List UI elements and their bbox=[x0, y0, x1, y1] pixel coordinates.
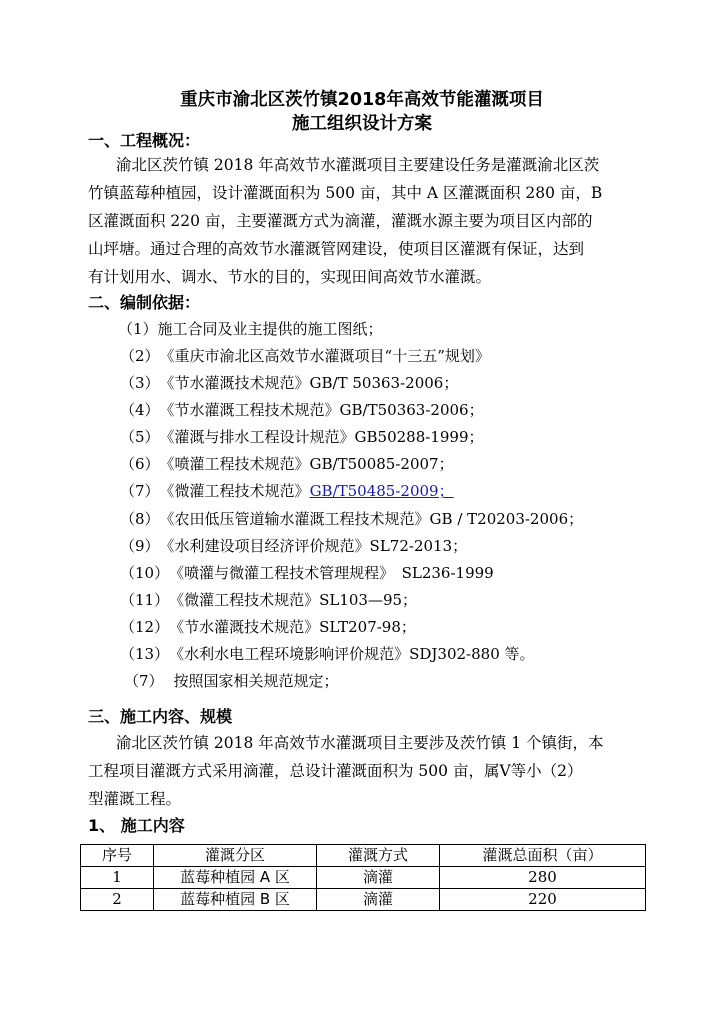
reference-index: （7） bbox=[120, 482, 160, 500]
reference-text: 《灌溉与排水工程设计规范》GB50288-1999； bbox=[159, 428, 484, 446]
column-header-zone: 灌溉分区 bbox=[154, 845, 317, 867]
reference-item bbox=[120, 506, 680, 533]
reference-index: （12） bbox=[120, 618, 170, 636]
table-cell: 2 bbox=[81, 889, 154, 911]
table-cell: 280 bbox=[440, 867, 646, 889]
reference-index: （2） bbox=[120, 347, 160, 365]
reference-index: （7） bbox=[124, 672, 164, 690]
paragraph-line: 渝北区茨竹镇 2018 年高效节水灌溉项目主要建设任务是灌溉渝北区茨 bbox=[116, 156, 600, 174]
column-header-no: 序号 bbox=[81, 845, 154, 867]
reference-link[interactable]: GB/T50485-2009； bbox=[309, 482, 454, 500]
subsection-heading-content: 1、 施工内容 bbox=[88, 816, 185, 835]
reference-index: （6） bbox=[120, 455, 160, 473]
reference-item bbox=[120, 560, 680, 587]
paragraph-line: 竹镇蓝莓种植园，设计灌溉面积为 500 亩，其中 A 区灌溉面积 280 亩，B bbox=[88, 184, 603, 202]
reference-item bbox=[120, 614, 680, 641]
reference-text: 《节水灌溉技术规范》SLT207-98； bbox=[169, 618, 416, 636]
reference-item bbox=[120, 343, 680, 370]
reference-item bbox=[120, 370, 680, 397]
scope-paragraph bbox=[88, 729, 638, 813]
paragraph-line: 有计划用水、调水、节水的目的，实现田间高效节水灌溉。 bbox=[88, 268, 492, 286]
section-heading-scope: 三、施工内容、规模 bbox=[88, 707, 233, 726]
reference-text: 《喷灌与微灌工程技术管理规程》 SL236-1999 bbox=[169, 564, 494, 582]
table-row bbox=[81, 889, 646, 911]
reference-item bbox=[120, 424, 680, 451]
reference-text: 《微灌工程技术规范》SL103—95； bbox=[169, 591, 418, 609]
paragraph-line: 渝北区茨竹镇 2018 年高效节水灌溉项目主要涉及茨竹镇 1 个镇街，本 bbox=[116, 734, 604, 752]
table-cell: 滴灌 bbox=[317, 889, 440, 911]
reference-item bbox=[124, 668, 684, 695]
section-heading-basis: 二、编制依据： bbox=[88, 293, 201, 312]
reference-index: （10） bbox=[120, 564, 170, 582]
table-header-row bbox=[81, 845, 646, 867]
reference-text: 《重庆市渝北区高效节水灌溉项目“十三五”规划》 bbox=[159, 347, 490, 365]
reference-item bbox=[120, 451, 680, 478]
reference-text: 《水利建设项目经济评价规范》SL72-2013； bbox=[159, 537, 468, 555]
table-row bbox=[81, 867, 646, 889]
paragraph-line: 工程项目灌溉方式采用滴灌，总设计灌溉面积为 500 亩，属Ⅴ等小（2） bbox=[88, 762, 583, 780]
section-heading-overview: 一、工程概况： bbox=[88, 131, 201, 150]
reference-item bbox=[118, 316, 678, 343]
table-cell: 蓝莓种植园 A 区 bbox=[154, 867, 317, 889]
paragraph-line: 区灌溉面积 220 亩，主要灌溉方式为滴灌，灌溉水源主要为项目区内部的 bbox=[88, 212, 593, 230]
reference-item bbox=[120, 587, 680, 614]
reference-index: （3） bbox=[120, 374, 160, 392]
reference-text: 《农田低压管道输水灌溉工程技术规范》GB / T20203-2006； bbox=[159, 510, 584, 528]
table-cell: 1 bbox=[81, 867, 154, 889]
reference-index: （11） bbox=[120, 591, 170, 609]
reference-text: 《微灌工程技术规范》 bbox=[159, 482, 310, 500]
table-cell: 滴灌 bbox=[317, 867, 440, 889]
paragraph-line: 山坪塘。通过合理的高效节水灌溉管网建设，使项目区灌溉有保证，达到 bbox=[88, 240, 585, 258]
column-header-area: 灌溉总面积（亩） bbox=[440, 845, 646, 867]
reference-index: （8） bbox=[120, 510, 160, 528]
reference-text: 《节水灌溉技术规范》GB/T 50363-2006； bbox=[159, 374, 459, 392]
column-header-method: 灌溉方式 bbox=[317, 845, 440, 867]
reference-index: （1） bbox=[118, 320, 158, 338]
reference-item bbox=[120, 533, 680, 560]
reference-text: 《节水灌溉工程技术规范》GB/T50363-2006； bbox=[159, 401, 484, 419]
reference-index: （4） bbox=[120, 401, 160, 419]
document-subtitle: 施工组织设计方案 bbox=[292, 114, 432, 134]
reference-text: 按照国家相关规范规定； bbox=[173, 672, 339, 690]
reference-text: 《水利水电工程环境影响评价规范》SDJ302-880 等。 bbox=[169, 645, 535, 663]
reference-index: （13） bbox=[120, 645, 170, 663]
reference-text: 施工合同及业主提供的施工图纸； bbox=[157, 320, 383, 338]
overview-paragraph bbox=[88, 151, 638, 291]
document-title: 重庆市渝北区茨竹镇2018年高效节能灌溉项目 bbox=[180, 90, 544, 110]
reference-item bbox=[120, 478, 680, 505]
irrigation-table bbox=[80, 844, 646, 911]
reference-item bbox=[120, 397, 680, 424]
reference-item bbox=[120, 641, 680, 668]
reference-text: 《喷灌工程技术规范》GB/T50085-2007； bbox=[159, 455, 454, 473]
paragraph-line: 型灌溉工程。 bbox=[88, 790, 182, 808]
reference-index: （9） bbox=[120, 537, 160, 555]
table-cell: 220 bbox=[440, 889, 646, 911]
reference-index: （5） bbox=[120, 428, 160, 446]
table-cell: 蓝莓种植园 B 区 bbox=[154, 889, 317, 911]
